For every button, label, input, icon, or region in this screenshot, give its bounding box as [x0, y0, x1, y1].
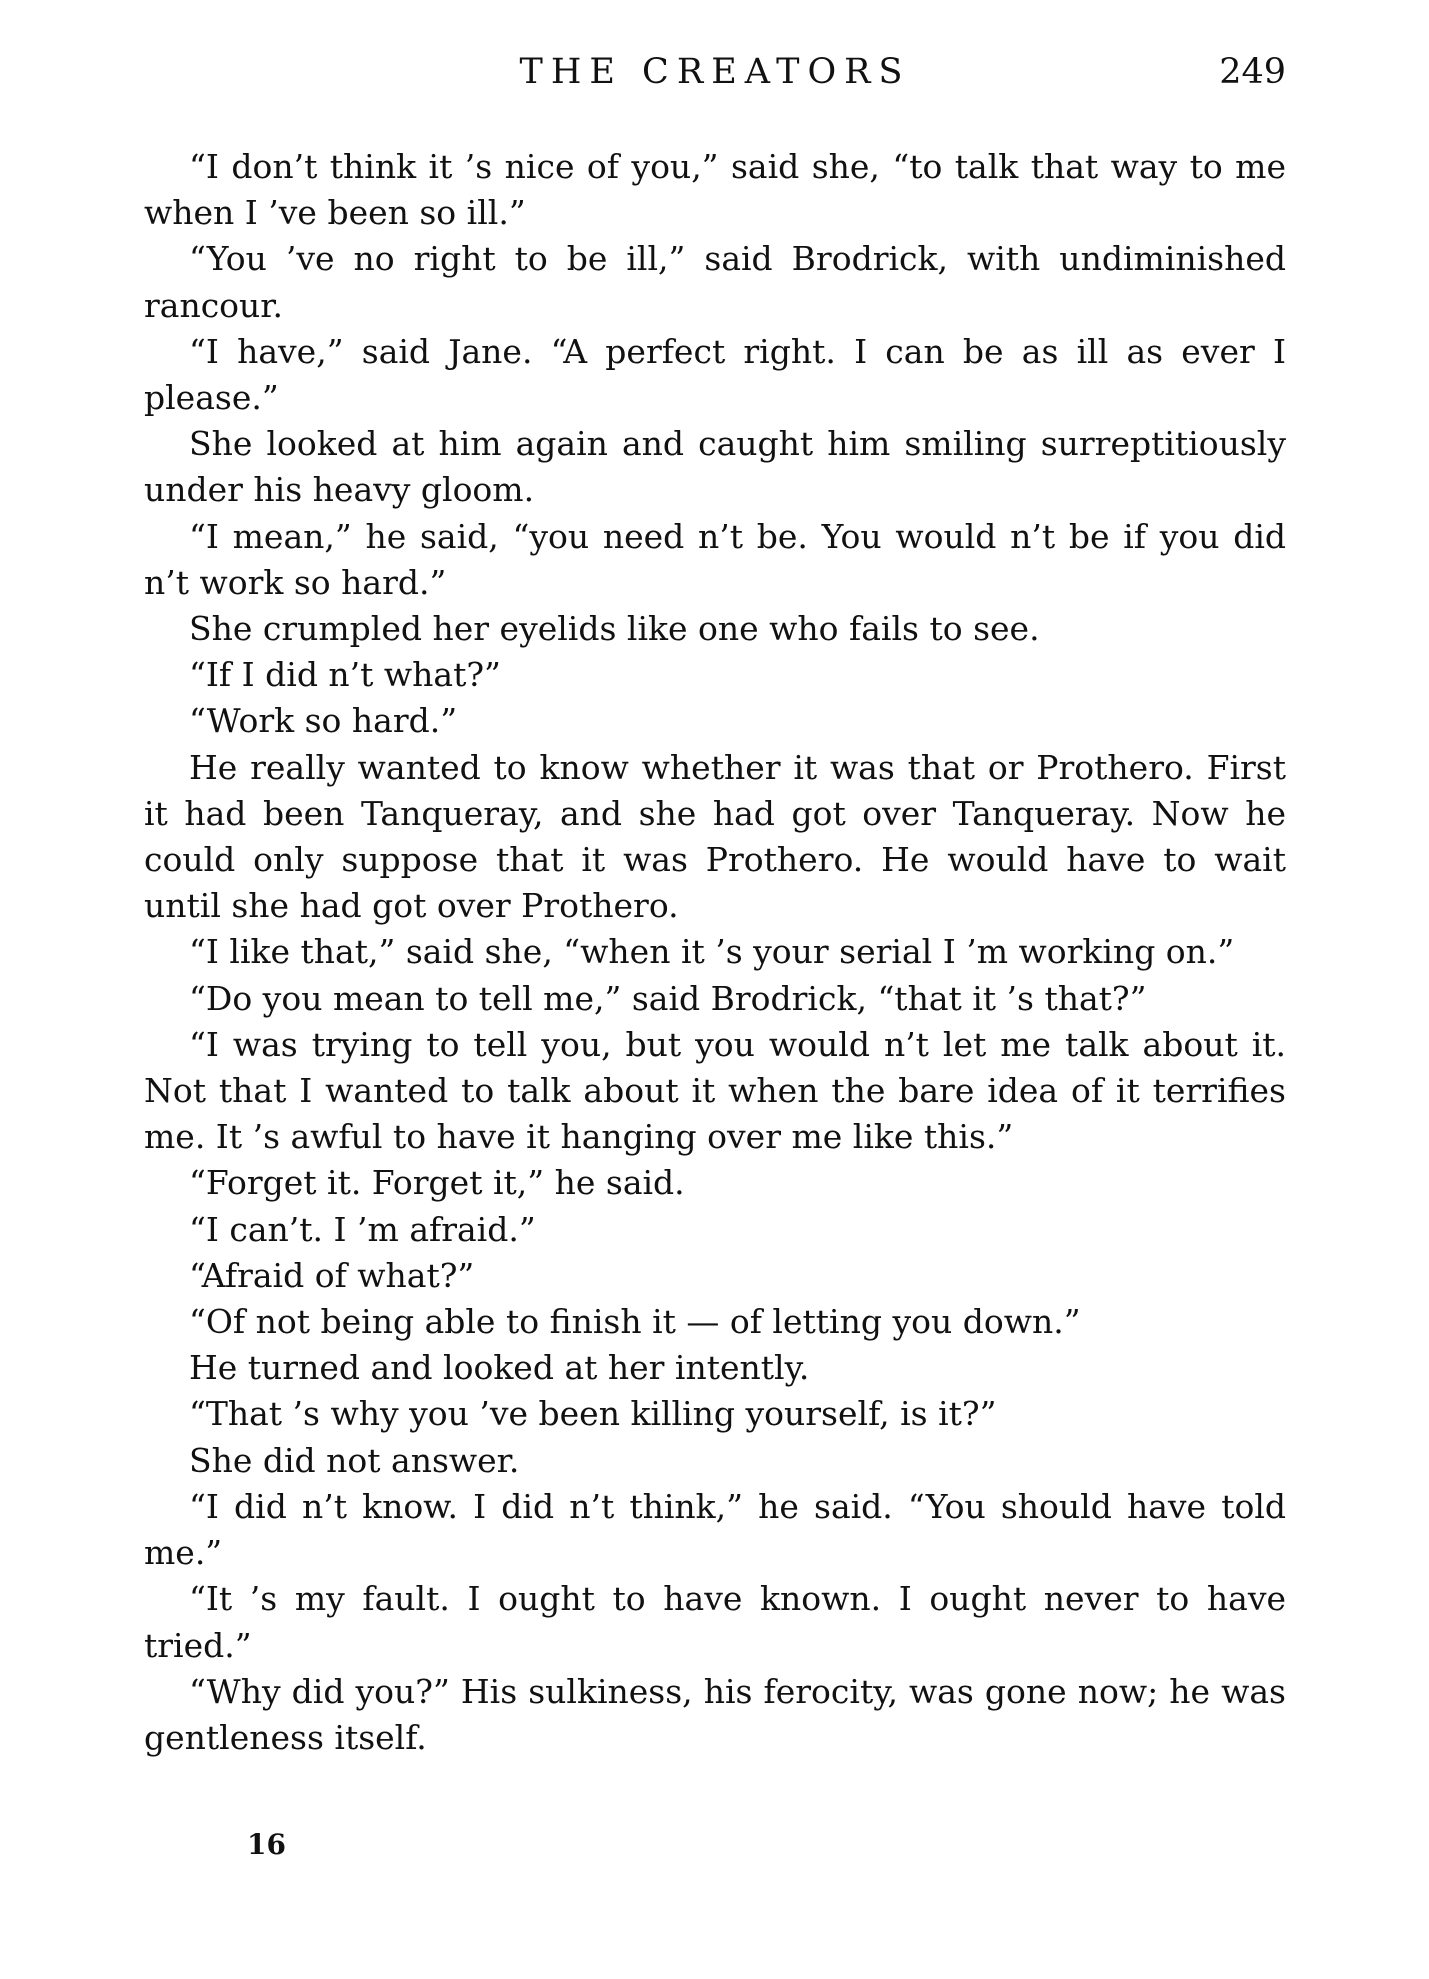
paragraph: She crumpled her eyelids like one who fails to see. — [189, 609, 1040, 649]
paragraph: “Work so hard.” — [189, 701, 458, 741]
paragraph: “I was trying to tell you, but you would n’t let me talk about it. Not that I wanted to talk about it when the bare idea of it terrifies me. It ’s awful to have it hanging over me like this.” — [144, 1024, 1286, 1157]
paragraph: “I mean,” he said, “you need n’t be. You would n’t be if you did n’t work so hard.” — [144, 516, 1286, 602]
paragraph: “Why did you?” His sulkiness, his ferocity, was gone now; he was gentleness itself. — [144, 1671, 1286, 1757]
body-text — [144, 144, 1286, 1761]
paragraph: “Of not being able to finish it — of letting you down.” — [189, 1302, 1081, 1342]
paragraph: “Forget it. Forget it,” he said. — [189, 1163, 685, 1203]
paragraph: “I did n’t know. I did n’t think,” he said. “You should have told me.” — [144, 1486, 1286, 1573]
paragraph: “I can’t. I ’m afraid.” — [189, 1209, 536, 1249]
paragraph: He really wanted to know whether it was that or Prothero. First it had been Tanqueray, and she had got over Tanqueray. Now he could only suppose that it was Prothero. He would have to wait until she had got over Prothero. — [144, 747, 1286, 926]
running-title: THE CREATORS — [519, 52, 911, 92]
paragraph: She did not answer. — [189, 1440, 520, 1480]
page-header — [144, 52, 1286, 98]
paragraph: “Do you mean to tell me,” said Brodrick, “that it ’s that?” — [189, 978, 1147, 1018]
paragraph: He turned and looked at her intently. — [189, 1348, 810, 1388]
paragraph: “That ’s why you ’ve been killing yourself, is it?” — [189, 1394, 997, 1434]
paragraph: “I like that,” said she, “when it ’s your serial I ’m working on.” — [189, 932, 1235, 972]
paragraph: “If I did n’t what?” — [189, 655, 501, 695]
paragraph: “I don’t think it ’s nice of you,” said she, “to talk that way to me when I ’ve been so ill.” — [144, 147, 1286, 233]
paragraph: She looked at him again and caught him smiling surreptitiously under his heavy gloom. — [144, 424, 1286, 510]
paragraph: “I have,” said Jane. “A perfect right. I can be as ill as ever I please.” — [144, 331, 1286, 418]
paragraph: “It ’s my fault. I ought to have known. I ought never to have tried.” — [144, 1579, 1286, 1665]
page-number: 249 — [1219, 52, 1286, 92]
book-page — [144, 52, 1286, 1861]
paragraph: “Afraid of what?” — [189, 1255, 475, 1295]
paragraph: “You ’ve no right to be ill,” said Brodrick, with undiminished rancour. — [144, 239, 1286, 325]
signature-mark: 16 — [247, 1828, 286, 1861]
